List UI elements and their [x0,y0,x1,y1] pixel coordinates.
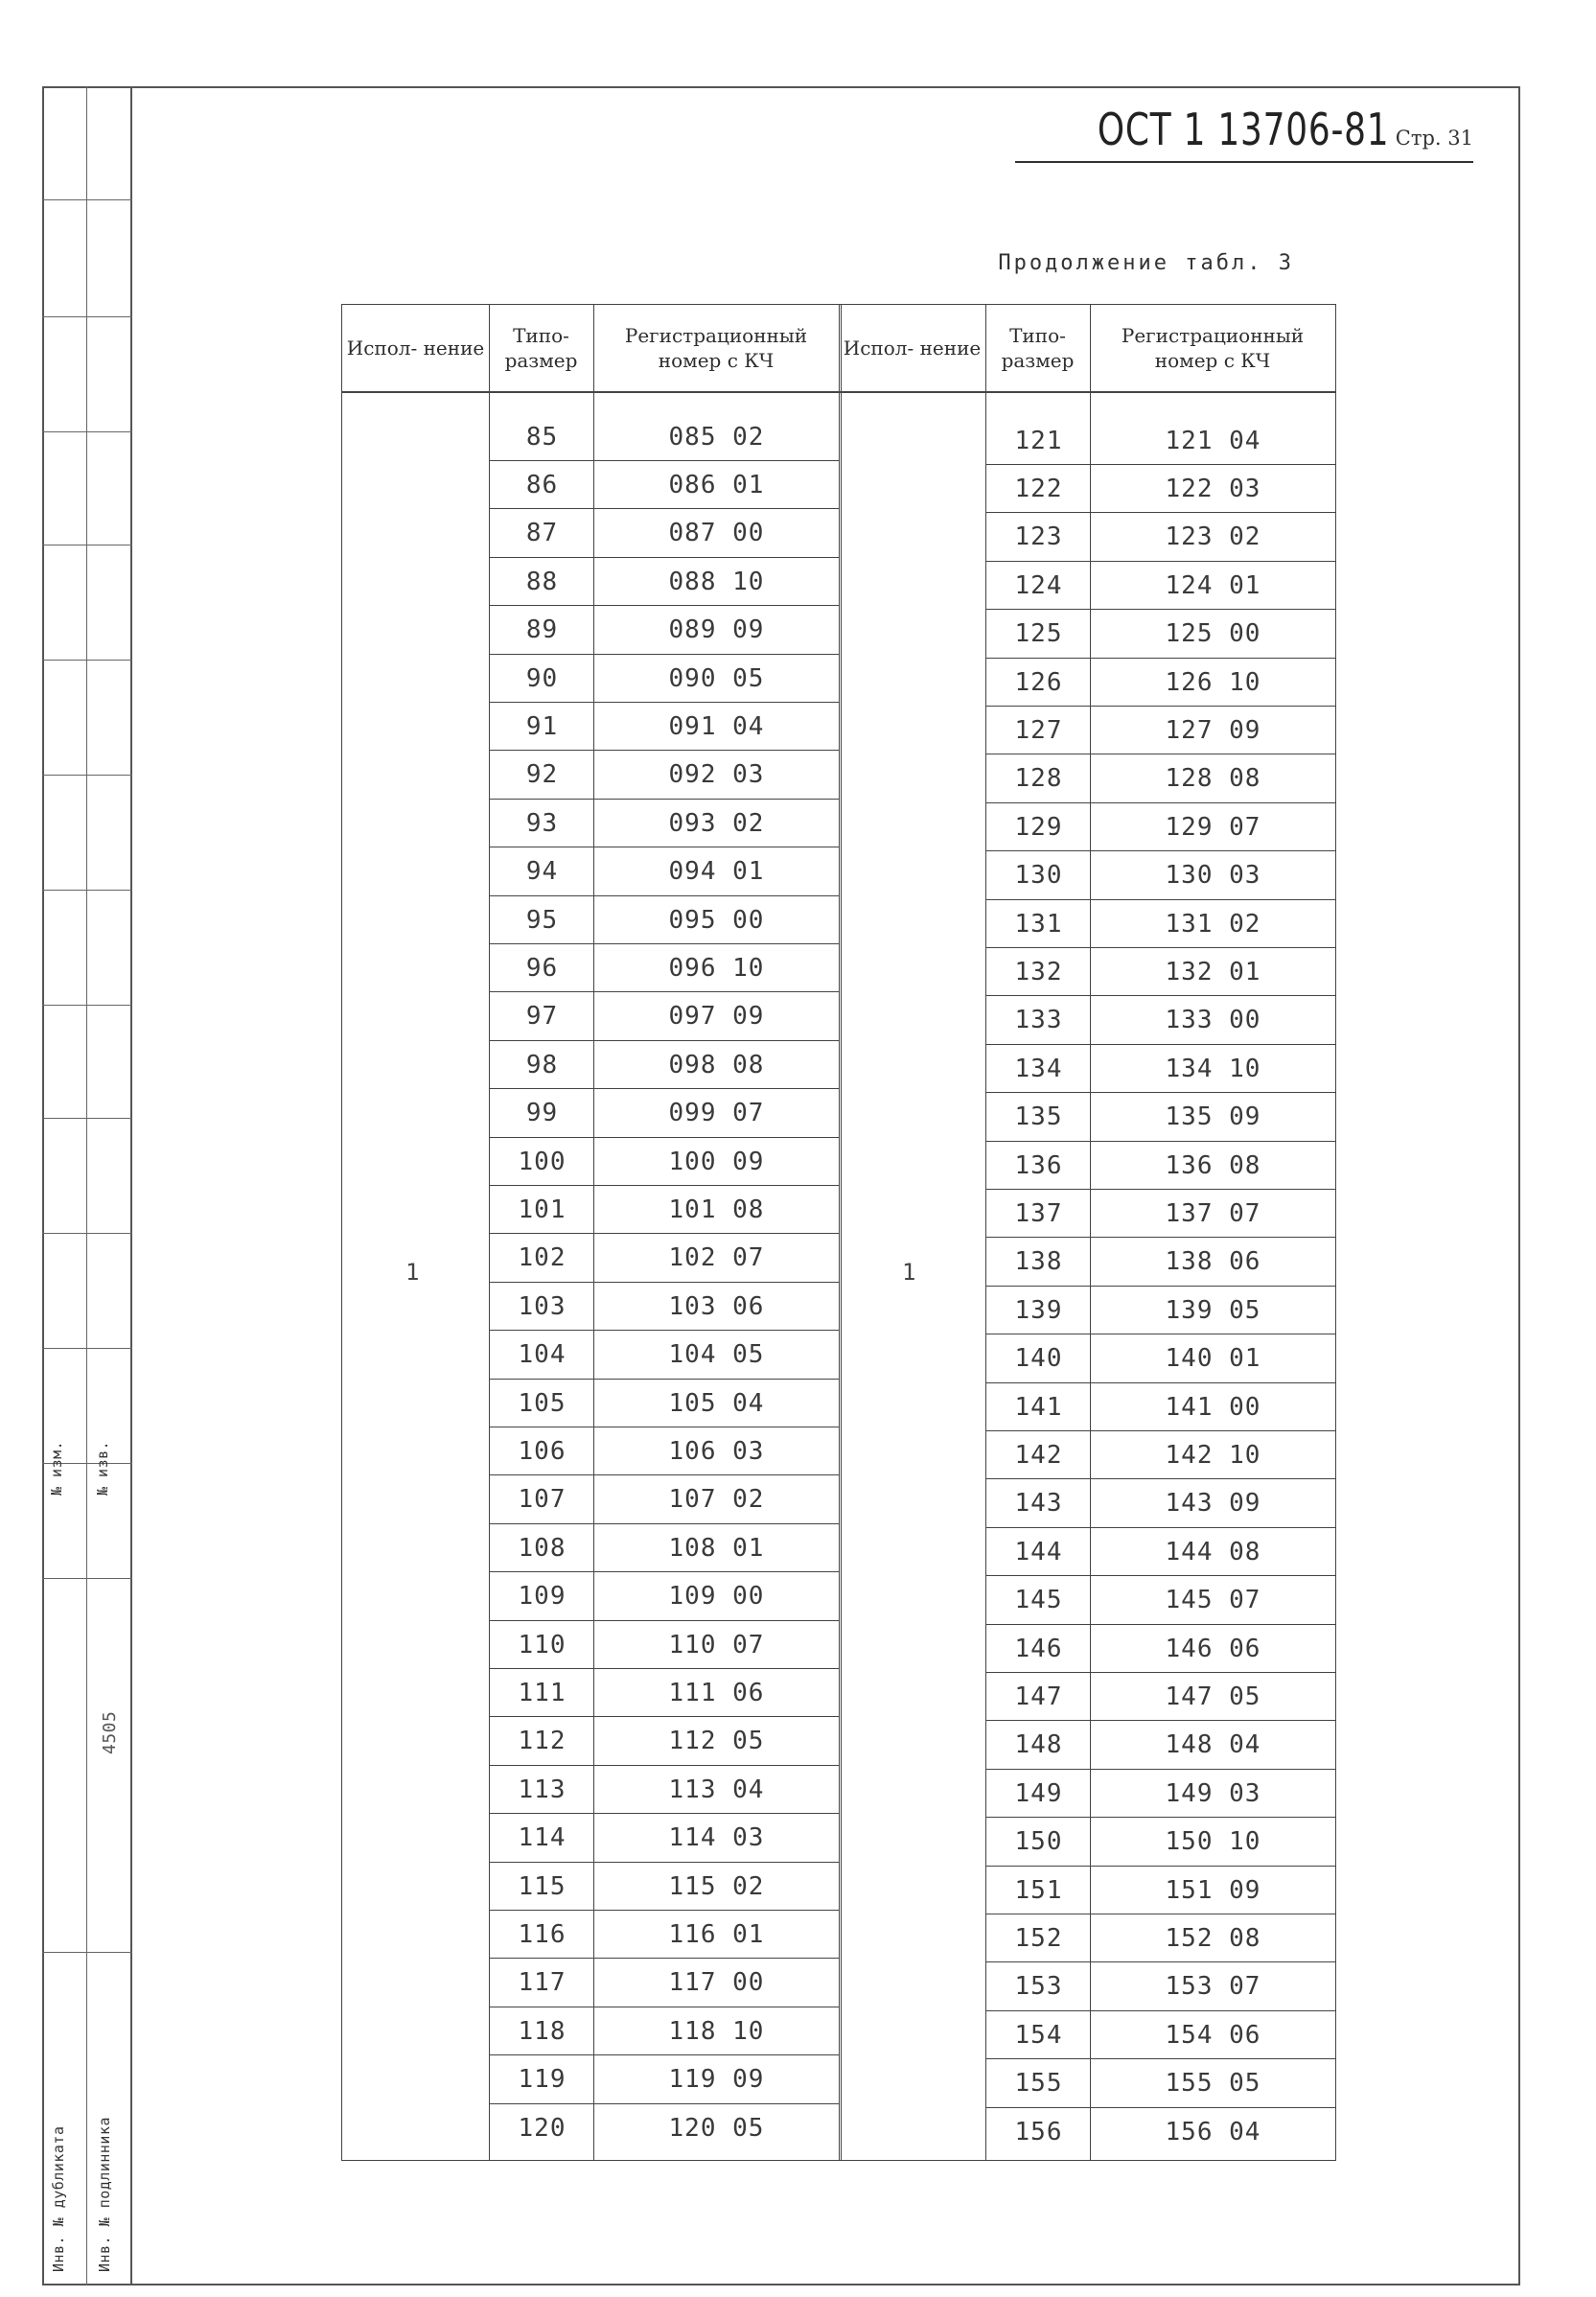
table-row [986,1673,1335,1721]
tiporazmer-cell: 105 [518,1388,567,1418]
table-row [986,1867,1335,1914]
reg-number-cell: 086 01 [668,470,765,499]
tiporazmer-cell: 115 [518,1871,567,1901]
table-row [986,755,1335,803]
tiporazmer-cell: 97 [525,1002,559,1032]
header-reg-number-left: Регистрационный номер с КЧ [624,324,808,372]
reg-number-cell: 150 10 [1165,1827,1261,1857]
tiporazmer-cell: 145 [1014,1586,1063,1615]
reg-number-cell: 109 00 [668,1582,765,1612]
ispolnenie-value-left: 1 [405,1259,420,1286]
tiporazmer-cell: 131 [1014,909,1063,939]
header-tiporazmer-left: Типо- размер [504,324,578,372]
tiporazmer-cell: 144 [1014,1537,1063,1566]
table-row [490,413,839,461]
tiporazmer-cell: 146 [1014,1634,1063,1663]
reg-number-cell: 147 05 [1165,1682,1261,1711]
tiporazmer-cell: 139 [1014,1295,1063,1325]
tiporazmer-cell: 125 [1014,619,1063,649]
tiporazmer-cell: 86 [525,470,559,499]
reg-number-cell: 120 05 [668,2114,765,2143]
reg-number-cell: 112 05 [668,1727,765,1756]
tiporazmer-cell: 126 [1014,667,1063,697]
tiporazmer-cell: 110 [518,1630,567,1659]
table-row [986,852,1335,900]
strip-rule [42,1578,132,1579]
table-row [490,2056,839,2104]
reg-number-cell: 151 09 [1165,1875,1261,1905]
reg-number-cell: 143 09 [1165,1489,1261,1519]
header-reg-number-right: Регистрационный номер с КЧ [1121,324,1305,372]
strip-rule [42,660,132,661]
registration-table [341,304,1336,2161]
strip-number: 4505 [100,1710,120,1754]
table-row [490,1235,839,1283]
table-row [490,1863,839,1911]
reg-number-cell: 126 10 [1165,667,1261,697]
table-row [490,1766,839,1814]
label-dublikat: Инв. № дубликата [50,2125,67,2272]
table-row [986,1383,1335,1431]
tiporazmer-cell: 124 [1014,570,1063,600]
table-row [490,1669,839,1717]
table-row [490,655,839,703]
reg-number-cell: 090 05 [668,663,765,693]
reg-number-cell: 152 08 [1165,1923,1261,1953]
tiporazmer-cell: 95 [525,905,559,935]
table-row [986,997,1335,1045]
strip-rule [42,431,132,432]
table-row [490,1090,839,1138]
table-row [490,1911,839,1959]
reg-number-cell: 104 05 [668,1340,765,1370]
tiporazmer-cell: 106 [518,1436,567,1466]
reg-number-cell: 123 02 [1165,522,1261,552]
reg-number-cell: 135 09 [1165,1102,1261,1132]
table-row [490,1573,839,1621]
reg-number-cell: 132 01 [1165,957,1261,986]
table-row [986,1190,1335,1238]
tiporazmer-cell: 135 [1014,1102,1063,1132]
tiporazmer-cell: 151 [1014,1875,1063,1905]
strip-rule [42,199,132,200]
table-row [490,1718,839,1766]
strip-rule [42,775,132,776]
table-row [986,1480,1335,1528]
strip-rule [42,1005,132,1006]
tiporazmer-cell: 104 [518,1340,567,1370]
table-row [986,2108,1335,2156]
table-row [986,803,1335,851]
table-row [490,1427,839,1475]
tiporazmer-cell: 118 [518,2016,567,2046]
table-row [490,2007,839,2055]
table-row [986,1287,1335,1334]
reg-number-cell: 148 04 [1165,1730,1261,1760]
table-row [490,1476,839,1524]
reg-number-cell: 101 08 [668,1195,765,1224]
table-row [490,1815,839,1863]
reg-number-cell: 122 03 [1165,474,1261,503]
reg-number-cell: 127 09 [1165,715,1261,745]
registration-strip [42,86,132,2285]
table-row [490,607,839,655]
tiporazmer-cell: 108 [518,1533,567,1563]
reg-number-cell: 110 07 [668,1630,765,1659]
reg-number-cell: 103 06 [668,1291,765,1321]
reg-number-cell: 106 03 [668,1436,765,1466]
tiporazmer-cell: 137 [1014,1198,1063,1228]
table-row [490,461,839,509]
reg-number-cell: 085 02 [668,422,765,452]
header-tiporazmer-right: Типо- размер [1001,324,1075,372]
table-row [986,1770,1335,1818]
tiporazmer-cell: 103 [518,1291,567,1321]
tiporazmer-cell: 88 [525,567,559,596]
tiporazmer-cell: 96 [525,953,559,983]
table-row [490,752,839,800]
table-row [986,1045,1335,1093]
tiporazmer-cell: 113 [518,1775,567,1804]
tiporazmer-cell: 150 [1014,1827,1063,1857]
table-row [490,703,839,751]
reg-number-cell: 119 09 [668,2065,765,2095]
strip-rule [42,316,132,317]
tiporazmer-cell: 143 [1014,1489,1063,1519]
tiporazmer-cell: 102 [518,1243,567,1273]
tiporazmer-cell: 85 [525,422,559,452]
table-row [490,1621,839,1669]
reg-number-cell: 088 10 [668,567,765,596]
table-row [986,2011,1335,2059]
table-row [986,1528,1335,1576]
table-row [986,1094,1335,1142]
table-row [490,1041,839,1089]
table-row [490,2104,839,2152]
reg-number-cell: 130 03 [1165,861,1261,891]
reg-number-cell: 115 02 [668,1871,765,1901]
reg-number-cell: 091 04 [668,711,765,741]
tiporazmer-cell: 90 [525,663,559,693]
tiporazmer-cell: 148 [1014,1730,1063,1760]
tiporazmer-cell: 112 [518,1727,567,1756]
tiporazmer-cell: 94 [525,857,559,887]
tiporazmer-cell: 99 [525,1099,559,1128]
tiporazmer-cell: 127 [1014,715,1063,745]
table-row [986,1819,1335,1867]
table-row [490,1524,839,1572]
tiporazmer-cell: 117 [518,1968,567,1998]
reg-number-cell: 121 04 [1165,426,1261,455]
table-row [986,514,1335,562]
page-number: Стр. 31 [1395,127,1473,150]
reg-number-cell: 095 00 [668,905,765,935]
tiporazmer-cell: 136 [1014,1150,1063,1180]
reg-number-cell: 144 08 [1165,1537,1261,1566]
table-row [986,611,1335,659]
table-row [986,1239,1335,1287]
tiporazmer-cell: 141 [1014,1392,1063,1422]
tiporazmer-cell: 156 [1014,2118,1063,2146]
reg-number-cell: 149 03 [1165,1778,1261,1808]
reg-number-cell: 093 02 [668,808,765,838]
reg-number-cell: 154 06 [1165,2020,1261,2050]
header-ispolnenie-left: Испол- нение [346,336,485,360]
tiporazmer-cell: 92 [525,760,559,790]
table-row [986,948,1335,996]
reg-number-cell: 089 09 [668,615,765,645]
ispolnenie-value-right: 1 [902,1259,916,1286]
tiporazmer-cell: 134 [1014,1054,1063,1083]
tiporazmer-cell: 122 [1014,474,1063,503]
tiporazmer-cell: 133 [1014,1006,1063,1035]
reg-number-cell: 137 07 [1165,1198,1261,1228]
tiporazmer-cell: 130 [1014,861,1063,891]
tiporazmer-cell: 152 [1014,1923,1063,1953]
document-header [1015,104,1473,163]
table-row [986,707,1335,754]
document-code: ОСТ 1 13706-81 [1098,104,1390,155]
header-ispolnenie-right: Испол- нение [843,336,982,360]
tiporazmer-cell: 100 [518,1147,567,1176]
tiporazmer-cell: 107 [518,1485,567,1515]
tiporazmer-cell: 153 [1014,1972,1063,2002]
table-row [986,1577,1335,1625]
table-row [490,896,839,944]
tiporazmer-cell: 142 [1014,1440,1063,1470]
table-row [490,558,839,606]
reg-number-cell: 136 08 [1165,1150,1261,1180]
table-row [986,1335,1335,1383]
table-row [986,1963,1335,2011]
tiporazmer-cell: 116 [518,1919,567,1949]
header-rule [342,391,1335,393]
tiporazmer-cell: 140 [1014,1344,1063,1374]
reg-number-cell: 145 07 [1165,1586,1261,1615]
strip-rule [42,1118,132,1119]
reg-number-cell: 114 03 [668,1823,765,1853]
tiporazmer-cell: 138 [1014,1247,1063,1277]
table-row [986,659,1335,707]
table-row [986,900,1335,948]
reg-number-cell: 140 01 [1165,1344,1261,1374]
reg-number-cell: 113 04 [668,1775,765,1804]
reg-number-cell: 134 10 [1165,1054,1261,1083]
reg-number-cell: 153 07 [1165,1972,1261,2002]
reg-number-cell: 092 03 [668,760,765,790]
reg-number-cell: 125 00 [1165,619,1261,649]
strip-rule [42,890,132,891]
table-row [986,417,1335,465]
table-row [986,2060,1335,2108]
tiporazmer-cell: 109 [518,1582,567,1612]
tiporazmer-cell: 154 [1014,2020,1063,2050]
reg-number-cell: 098 08 [668,1050,765,1079]
table-row [490,944,839,992]
table-row [490,1186,839,1234]
tiporazmer-cell: 93 [525,808,559,838]
reg-number-cell: 146 06 [1165,1634,1261,1663]
table-row [490,1138,839,1186]
reg-number-cell: 129 07 [1165,812,1261,842]
reg-number-cell: 100 09 [668,1147,765,1176]
table-row [986,1722,1335,1770]
table-row [490,1380,839,1427]
reg-number-cell: 111 06 [668,1678,765,1707]
tiporazmer-cell: 114 [518,1823,567,1853]
reg-number-cell: 142 10 [1165,1440,1261,1470]
reg-number-cell: 139 05 [1165,1295,1261,1325]
label-izm: № изм. [48,1440,65,1496]
label-izv: № изв. [94,1440,111,1496]
strip-divider [86,86,87,2285]
table-row [490,993,839,1041]
table-row [986,1431,1335,1479]
table-row [986,465,1335,513]
table-row [490,1332,839,1380]
reg-number-cell: 087 00 [668,519,765,548]
tiporazmer-cell: 128 [1014,764,1063,794]
tiporazmer-cell: 155 [1014,2069,1063,2099]
table-row [490,800,839,847]
tiporazmer-cell: 91 [525,711,559,741]
strip-rule [42,1348,132,1349]
tiporazmer-cell: 87 [525,519,559,548]
tiporazmer-cell: 149 [1014,1778,1063,1808]
reg-number-cell: 117 00 [668,1968,765,1998]
reg-number-cell: 128 08 [1165,764,1261,794]
reg-number-cell: 133 00 [1165,1006,1261,1035]
tiporazmer-cell: 111 [518,1678,567,1707]
reg-number-cell: 141 00 [1165,1392,1261,1422]
reg-number-cell: 116 01 [668,1919,765,1949]
reg-number-cell: 156 04 [1165,2118,1261,2146]
reg-number-cell: 096 10 [668,953,765,983]
tiporazmer-cell: 101 [518,1195,567,1224]
table-caption: Продолжение табл. 3 [998,251,1294,275]
table-row [986,562,1335,610]
reg-number-cell: 094 01 [668,857,765,887]
reg-number-cell: 124 01 [1165,570,1261,600]
table-row [490,1960,839,2007]
column-rule-center [839,305,842,2160]
tiporazmer-cell: 132 [1014,957,1063,986]
reg-number-cell: 138 06 [1165,1247,1261,1277]
tiporazmer-cell: 123 [1014,522,1063,552]
reg-number-cell: 107 02 [668,1485,765,1515]
tiporazmer-cell: 121 [1014,426,1063,455]
table-row [986,1625,1335,1673]
reg-number-cell: 118 10 [668,2016,765,2046]
table-row [490,848,839,896]
label-podlinnik: Инв. № подлинника [96,2116,113,2272]
tiporazmer-cell: 119 [518,2065,567,2095]
table-row [986,1914,1335,1962]
reg-number-cell: 105 04 [668,1388,765,1418]
reg-number-cell: 108 01 [668,1533,765,1563]
tiporazmer-cell: 129 [1014,812,1063,842]
tiporazmer-cell: 147 [1014,1682,1063,1711]
reg-number-cell: 099 07 [668,1099,765,1128]
table-row [986,1142,1335,1190]
tiporazmer-cell: 120 [518,2114,567,2143]
strip-rule [42,1233,132,1234]
tiporazmer-cell: 98 [525,1050,559,1079]
tiporazmer-cell: 89 [525,615,559,645]
reg-number-cell: 155 05 [1165,2069,1261,2099]
reg-number-cell: 102 07 [668,1243,765,1273]
strip-rule [42,1952,132,1953]
reg-number-cell: 131 02 [1165,909,1261,939]
table-row [490,1283,839,1331]
table-row [490,510,839,558]
reg-number-cell: 097 09 [668,1002,765,1032]
